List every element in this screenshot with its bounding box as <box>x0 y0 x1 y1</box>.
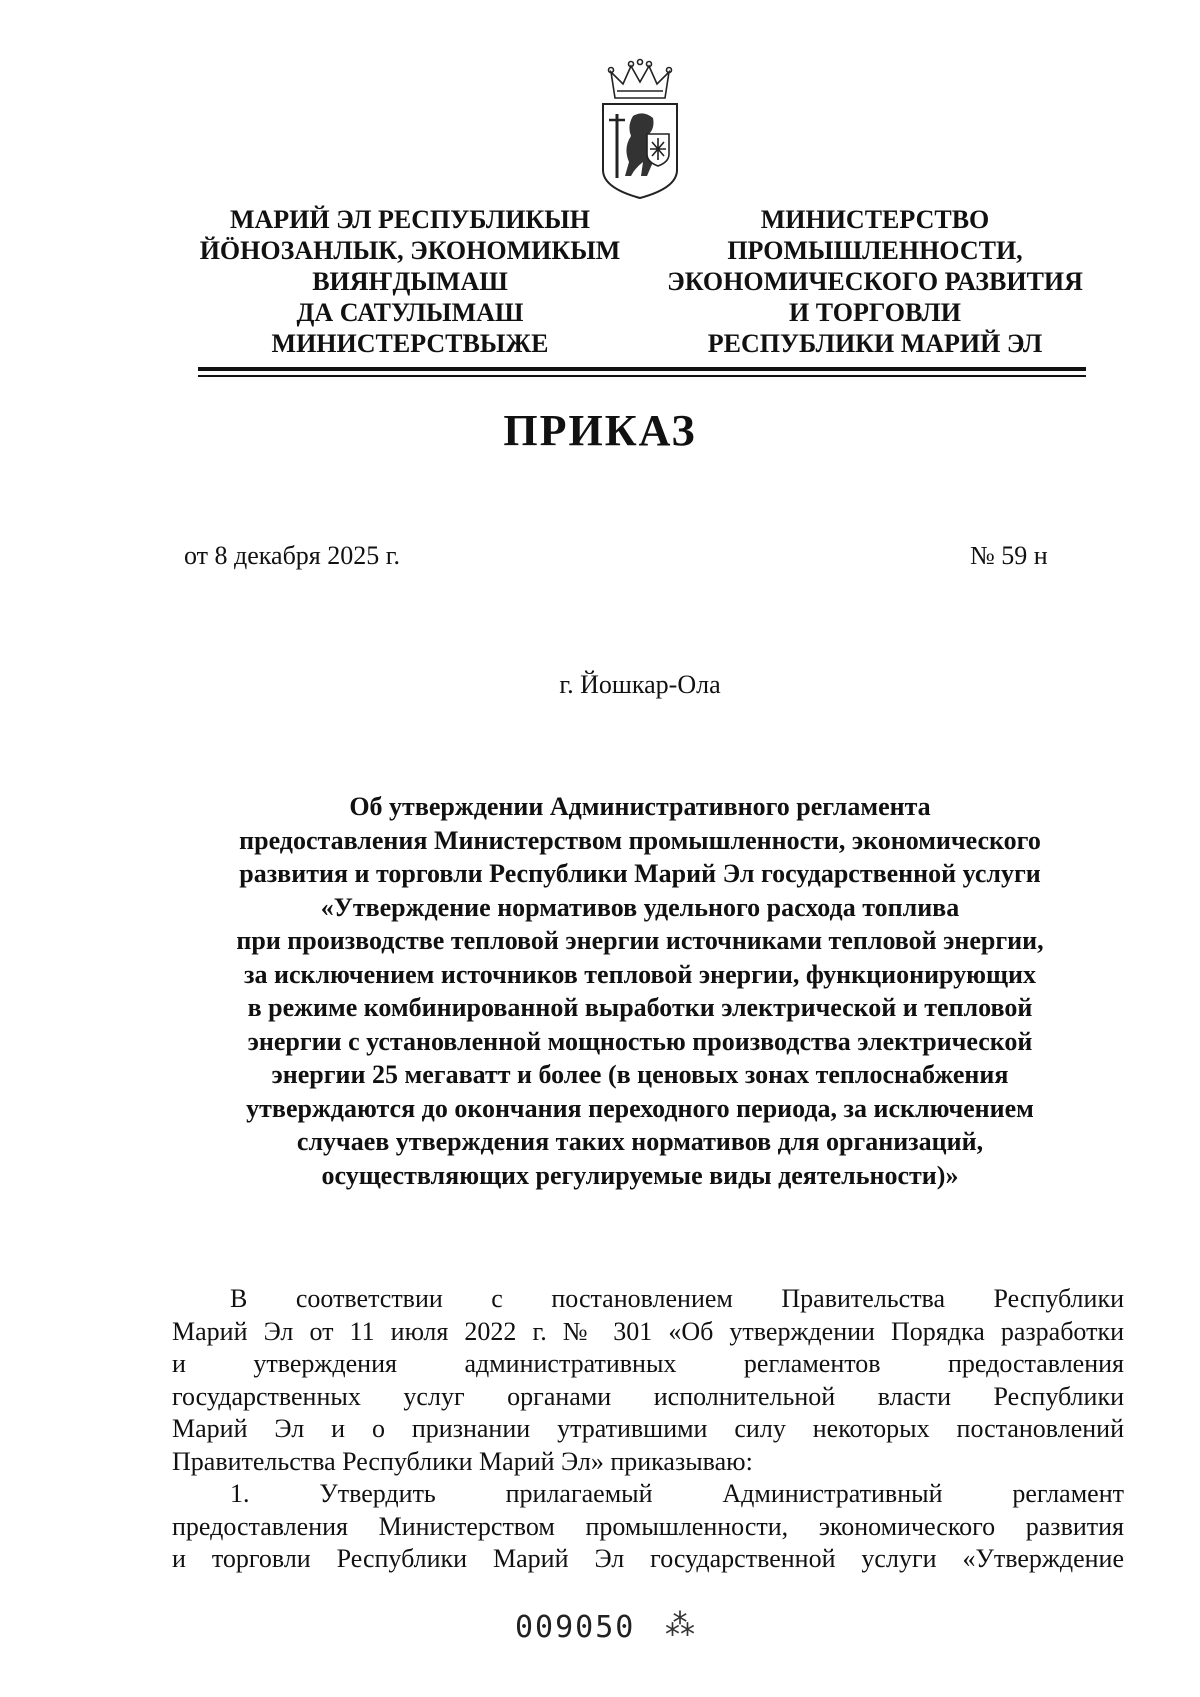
document-number: № 59 н <box>970 541 1048 570</box>
title-line: энергии 25 мегаватт и более (в ценовых зонах теплоснабжения <box>271 1060 1009 1089</box>
title-line: осуществляющих регулируемые виды деятельности)» <box>321 1160 959 1190</box>
header-divider-thin <box>198 375 1086 377</box>
ministry-name-line: ВИЯҤДЫМАШ <box>312 267 508 296</box>
document-title <box>150 790 1130 1192</box>
ministry-name-mari <box>190 204 630 359</box>
document-type: ПРИКАЗ <box>503 406 697 455</box>
body-line: предоставления Министерством промышленности, экономического развития <box>172 1511 1124 1541</box>
title-line: Об утверждении Административного регламента <box>349 792 931 821</box>
title-line: энергии с установленной мощностью производства электрической <box>247 1026 1033 1056</box>
body-line: и торговли Республики Марий Эл государственной услуги «Утверждение <box>172 1544 1124 1573</box>
body-line: Марий Эл и о признании утратившими силу некоторых постановлений <box>172 1414 1124 1443</box>
document-date: от 8 декабря 2025 г. <box>184 541 400 570</box>
ministry-name-line: ДА САТУЛЫМАШ <box>296 298 524 327</box>
ministry-name-line: ЭКОНОМИЧЕСКОГО РАЗВИТИЯ <box>667 267 1083 296</box>
ministry-name-line: МИНИСТЕРСТВО <box>760 205 990 234</box>
title-line: случаев утверждения таких нормативов для организаций, <box>296 1127 984 1156</box>
body-line: 1. Утвердить прилагаемый Административный регламент <box>230 1479 1124 1508</box>
form-serial-number: 009050 <box>515 1610 636 1645</box>
ministry-name-line: МИНИСТЕРСТВЫЖЕ <box>271 329 549 358</box>
ministry-name-line: И ТОРГОВЛИ <box>789 298 961 327</box>
ministry-name-line: МАРИЙ ЭЛ РЕСПУБЛИКЫН <box>229 205 591 234</box>
body-line: Правительства Республики Марий Эл» приказываю: <box>172 1446 753 1476</box>
ministry-name-line: ПРОМЫШЛЕННОСТИ, <box>727 236 1023 265</box>
body-line: Марий Эл от 11 июля 2022 г. № 301 «Об утверждении Порядка разработки <box>172 1316 1124 1346</box>
ministry-name-russian <box>650 204 1100 359</box>
title-line: предоставления Министерством промышленности, экономического <box>239 825 1041 855</box>
document-body <box>172 1283 1124 1576</box>
title-line: в режиме комбинированной выработки электрической и тепловой <box>247 993 1033 1022</box>
header-divider-thick <box>198 367 1086 371</box>
ministry-name-line: ЙӦНОЗАНЛЫК, ЭКОНОМИКЫМ <box>199 236 621 265</box>
title-line: утверждаются до окончания переходного периода, за исключением <box>246 1093 1034 1123</box>
body-line: и утверждения административных регламентов предоставления <box>172 1349 1124 1378</box>
title-line: «Утверждение нормативов удельного расхода топлива <box>320 892 960 922</box>
ministry-name-line: РЕСПУБЛИКИ МАРИЙ ЭЛ <box>707 329 1043 358</box>
title-line: при производстве тепловой энергии источниками тепловой энергии, <box>236 926 1044 955</box>
body-line: государственных услуг органами исполнительной власти Республики <box>172 1381 1124 1411</box>
title-line: развития и торговли Республики Марий Эл государственной услуги <box>239 859 1041 888</box>
title-line: за исключением источников тепловой энергии, функционирующих <box>244 959 1036 989</box>
body-line: В соответствии с постановлением Правительства Республики <box>230 1284 1124 1313</box>
asterism-icon: ⁂ <box>665 1608 695 1643</box>
coat-of-arms-icon <box>597 58 683 200</box>
document-city: г. Йошкар-Ола <box>559 670 721 699</box>
